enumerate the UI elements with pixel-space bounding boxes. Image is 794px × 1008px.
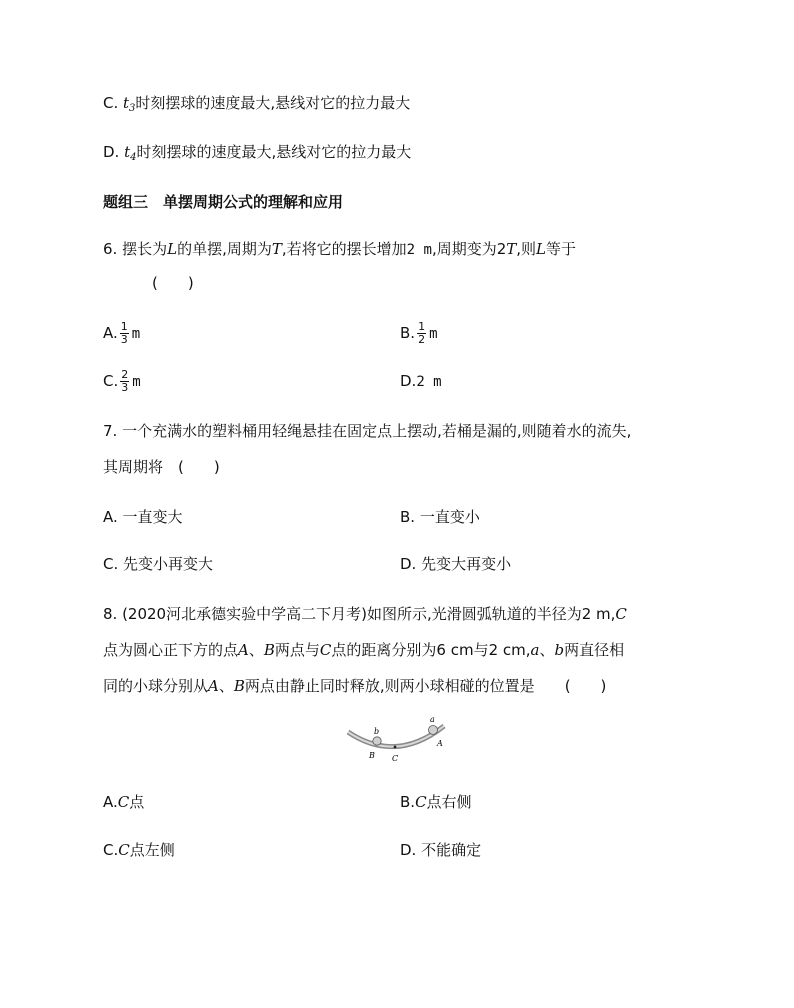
q8-option-c: [103, 840, 175, 860]
label-C: C: [392, 754, 399, 763]
q8-option-b: [400, 792, 472, 812]
fraction: [417, 321, 426, 346]
fraction: [120, 369, 129, 394]
option-label: A.: [103, 793, 118, 811]
variable: T: [271, 240, 282, 258]
text: 8. (2020河北承德实验中学高二下月考)如图所示,光滑圆弧轨道的半径为2 m,: [103, 605, 616, 623]
variable: L: [536, 240, 547, 258]
q8-stem-line3: [103, 676, 606, 696]
q6-option-b: [400, 320, 438, 347]
numerator: 1: [120, 320, 128, 333]
q7-option-d: D. 先变大再变小: [400, 555, 512, 573]
option-text: 时刻摆球的速度最大,悬线对它的拉力最大: [135, 94, 411, 112]
label-b: b: [374, 727, 380, 736]
variable: t: [123, 94, 130, 112]
ball-b: [373, 737, 381, 745]
text: 点为圆心正下方的点: [103, 641, 239, 659]
text: 、: [218, 677, 234, 695]
q8-stem-line1: [103, 604, 627, 624]
text: 两点由静止同时释放,则两小球相碰的位置是: [244, 677, 535, 695]
option-value: 2 m: [416, 374, 442, 390]
q5-option-c: [103, 93, 410, 119]
q8-option-a: [103, 792, 144, 812]
variable: C: [615, 605, 627, 623]
variable: A: [238, 641, 249, 659]
option-label: A.: [103, 324, 118, 342]
variable: B: [263, 641, 275, 659]
denominator: 3: [121, 381, 129, 394]
subscript: 4: [130, 152, 137, 163]
answer-bracket: ( ): [178, 458, 220, 476]
text: 的单摆,周期为: [177, 240, 272, 258]
variable: A: [208, 677, 219, 695]
q6-option-c: [103, 368, 141, 395]
variable: t: [124, 143, 131, 161]
option-label: B.: [400, 793, 416, 811]
text: 、: [248, 641, 264, 659]
arc-track-figure: [340, 712, 460, 772]
option-label: C.: [103, 94, 124, 112]
q7-stem-line2: [103, 457, 220, 477]
denominator: 2: [418, 333, 426, 346]
text: 6. 摆长为: [103, 240, 168, 258]
variable: C: [415, 793, 427, 811]
q8-stem-line2: [103, 640, 624, 660]
text: ,周期变为2: [431, 240, 507, 258]
variable: B: [233, 677, 245, 695]
variable: L: [167, 240, 178, 258]
point-c-dot: [394, 746, 397, 749]
unit: m: [429, 326, 438, 342]
text: ,则: [516, 240, 537, 258]
numerator: 1: [418, 320, 426, 333]
q6-option-d: [400, 371, 442, 392]
variable: C: [319, 641, 332, 659]
label-a: a: [430, 715, 435, 724]
text: 两直径相: [564, 641, 625, 659]
q7-option-c: C. 先变小再变大: [103, 555, 214, 573]
text: 其周期将: [103, 458, 164, 476]
variable: a: [530, 641, 540, 659]
variable: b: [554, 641, 565, 659]
q6-option-a: [103, 320, 140, 347]
q6-stem: [103, 239, 576, 260]
text: 、: [539, 641, 555, 659]
q7-option-b: B. 一直变小: [400, 508, 480, 526]
amount: 2 m: [406, 242, 432, 258]
subscript: 3: [129, 103, 136, 114]
text: 等于: [546, 240, 577, 258]
option-text: 点右侧: [426, 793, 472, 811]
fraction: [120, 321, 129, 346]
unit: m: [132, 374, 141, 390]
option-text: 点: [129, 793, 145, 811]
section-heading: 题组三 单摆周期公式的理解和应用: [103, 193, 344, 211]
text: 两点与: [274, 641, 320, 659]
q7-stem-line1: 7. 一个充满水的塑料桶用轻绳悬挂在固定点上摆动,若桶是漏的,则随着水的流失,: [103, 422, 632, 440]
q5-option-d: [103, 142, 411, 168]
numerator: 2: [121, 368, 129, 381]
option-text: 时刻摆球的速度最大,悬线对它的拉力最大: [136, 143, 412, 161]
variable: T: [506, 240, 517, 258]
label-B: B: [369, 751, 375, 760]
ball-a: [429, 726, 438, 735]
option-label: B.: [400, 324, 416, 342]
q6-answer-bracket: ( ): [152, 274, 194, 292]
text: ,若将它的摆长增加: [281, 240, 407, 258]
label-A: A: [437, 739, 443, 748]
q8-option-d: D. 不能确定: [400, 841, 482, 859]
q7-option-a: A. 一直变大: [103, 508, 183, 526]
option-label: D.: [400, 372, 417, 390]
answer-bracket: ( ): [564, 677, 607, 695]
text: 同的小球分别从: [103, 677, 209, 695]
option-label: D.: [103, 143, 125, 161]
variable: C: [118, 841, 130, 859]
text: 点的距离分别为6 cm与2 cm,: [331, 641, 531, 659]
variable: C: [117, 793, 130, 811]
denominator: 3: [120, 333, 128, 346]
option-label: C.: [103, 841, 119, 859]
unit: m: [131, 326, 141, 342]
option-label: C.: [103, 372, 119, 390]
option-text: 点左侧: [129, 841, 175, 859]
